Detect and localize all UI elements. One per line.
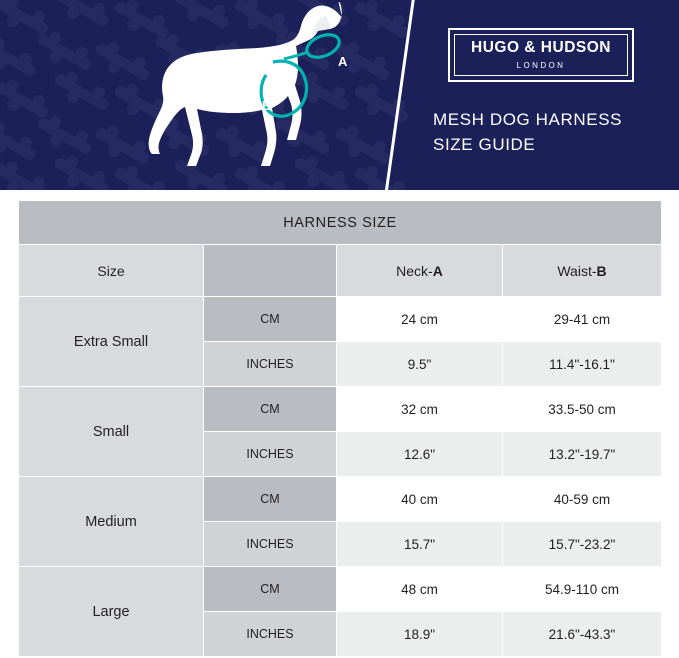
header-banner — [0, 0, 679, 190]
dog-illustration — [110, 2, 400, 188]
size-label: Large — [19, 567, 204, 657]
unit-label: CM — [204, 297, 337, 342]
neck-value: 12.6" — [337, 432, 503, 477]
unit-label: CM — [204, 477, 337, 522]
dog-eye — [341, 27, 348, 34]
table-row — [19, 387, 662, 432]
waist-value: 29-41 cm — [503, 297, 662, 342]
table-header-row — [19, 245, 662, 297]
waist-value: 11.4"-16.1" — [503, 342, 662, 387]
dog-nose — [361, 24, 366, 29]
table-row — [19, 567, 662, 612]
size-label: Small — [19, 387, 204, 477]
page-title-line2: SIZE GUIDE — [433, 134, 536, 154]
neck-value: 15.7" — [337, 522, 503, 567]
header-waist-letter: B — [596, 262, 607, 279]
size-label: Medium — [19, 477, 204, 567]
table-banner-label: HARNESS SIZE — [19, 201, 662, 245]
waist-value: 13.2"-19.7" — [503, 432, 662, 477]
waist-value: 33.5-50 cm — [503, 387, 662, 432]
harness-size-table — [18, 200, 662, 657]
waist-value: 40-59 cm — [503, 477, 662, 522]
measurement-label-a: A — [338, 54, 348, 69]
unit-label: INCHES — [204, 612, 337, 657]
waist-value: 21.6"-43.3" — [503, 612, 662, 657]
page-title — [433, 108, 663, 157]
neck-value: 9.5" — [337, 342, 503, 387]
header-neck-letter: A — [432, 262, 443, 279]
neck-value: 32 cm — [337, 387, 503, 432]
unit-label: INCHES — [204, 432, 337, 477]
neck-value: 40 cm — [337, 477, 503, 522]
table-row — [19, 477, 662, 522]
table-row — [19, 297, 662, 342]
size-table-container — [18, 200, 661, 657]
header-waist — [503, 245, 662, 297]
table-banner-row — [19, 201, 662, 245]
page-title-line1: MESH DOG HARNESS — [433, 110, 623, 129]
brand-name: HUGO & HUDSON — [471, 39, 611, 57]
unit-label: INCHES — [204, 342, 337, 387]
header-unit — [204, 245, 337, 297]
brand-location: LONDON — [516, 60, 566, 70]
header-waist-text: Waist- — [557, 262, 597, 279]
waist-value: 15.7"-23.2" — [503, 522, 662, 567]
unit-label: INCHES — [204, 522, 337, 567]
neck-value: 18.9" — [337, 612, 503, 657]
unit-label: CM — [204, 567, 337, 612]
neck-value: 24 cm — [337, 297, 503, 342]
waist-value: 54.9-110 cm — [503, 567, 662, 612]
brand-logo — [448, 28, 634, 82]
header-neck-text: Neck- — [396, 262, 433, 279]
measurement-label-b: B — [262, 98, 272, 113]
size-label: Extra Small — [19, 297, 204, 387]
neck-value: 48 cm — [337, 567, 503, 612]
header-size: Size — [19, 245, 204, 297]
header-neck — [337, 245, 503, 297]
unit-label: CM — [204, 387, 337, 432]
